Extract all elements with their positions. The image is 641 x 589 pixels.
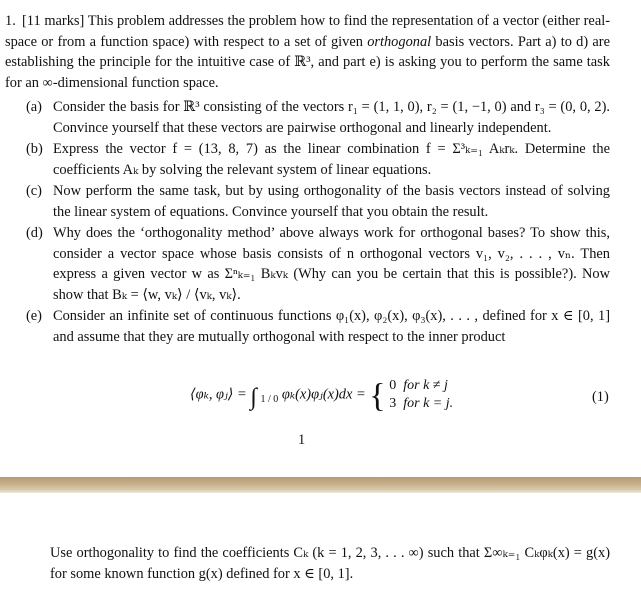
parts-list	[5, 97, 610, 347]
part-text: Consider an infinite set of continuous functions φ₁(x), φ₂(x), φ₃(x), . . . , defined for x ∈ [0, 1] and assume that they are mutually orthogonal with respect to the inner product	[53, 308, 610, 345]
problem-number: 1.	[5, 13, 16, 29]
part-label: (c)	[26, 183, 42, 199]
problem-intro	[5, 11, 610, 93]
part-label: (a)	[26, 99, 42, 115]
case-2-condition: for k = j.	[403, 396, 454, 411]
case-2-value: 3	[389, 396, 397, 411]
integral-sign: ∫	[250, 384, 257, 411]
problem-marks: [11 marks]	[22, 13, 85, 29]
cases-brace: {	[369, 377, 386, 415]
part-c	[26, 181, 610, 222]
integral-limits: 1 / 0	[260, 394, 279, 406]
part-text: Consider the basis for ℝ³ consisting of the vectors r₁ = (1, 1, 0), r₂ = (1, −1, 0) and r₃ = (0, 0, 2). Convince yourself that these vectors are pairwise orthogonal and linearly independent.	[53, 99, 610, 136]
case-1-value: 0	[389, 378, 397, 393]
case-1	[389, 378, 448, 393]
part-label: (d)	[26, 225, 43, 241]
intro-text-b: basis vectors. Part a) to d) are establishing the principle for the intuitive case of	[5, 33, 610, 70]
intro-text-c: , and part e) is asking you to perform the same task for an ∞-dimensional function space.	[5, 54, 610, 91]
equation-body	[190, 377, 453, 413]
part-label: (e)	[26, 308, 42, 324]
part-a	[26, 97, 610, 138]
page-separator	[0, 477, 641, 493]
equation-lhs: ⟨φₖ, φⱼ⟩ =	[190, 386, 251, 403]
part-b	[26, 139, 610, 180]
intro-orthogonal: orthogonal	[367, 33, 432, 50]
cases-block	[389, 377, 453, 413]
equation-number: (1)	[592, 389, 609, 405]
part-e	[26, 306, 610, 347]
part-d	[26, 223, 610, 305]
equation-1	[0, 377, 641, 417]
case-2	[389, 396, 453, 411]
problem-1	[5, 11, 610, 348]
case-1-condition: for k ≠ j	[403, 378, 448, 393]
part-text: Now perform the same task, but by using orthogonality of the basis vectors instead of solving the linear system of equations. Convince yourself that you obtain the result.	[53, 183, 610, 220]
page-number: 1	[298, 432, 306, 448]
page-lower	[0, 493, 641, 589]
part-text: Why does the ‘orthogonality method’ above always work for orthogonal bases? To show this, consider a vector space whose basis consists of n orthogonal vectors v₁, v₂, . . . , vₙ. Then express a given vector w as Σⁿₖ₌₁ Bₖvₖ (Why can you be certain that this is possible?). Now show that Bₖ = ⟨w, vₖ⟩ / ⟨vₖ, vₖ⟩.	[53, 225, 610, 303]
intro-r3: ℝ³	[294, 54, 311, 70]
equation-integrand: φₖ(x)φⱼ(x)dx =	[281, 386, 370, 403]
part-label: (b)	[26, 141, 43, 157]
intro-text-a: This problem addresses the problem how to find the representation of a vector (either real-space or from a function space) with respect to a set of given	[5, 13, 611, 50]
part-text: Express the vector f = (13, 8, 7) as the linear combination f = Σ³ₖ₌₁ Aₖrₖ. Determine the coefficients Aₖ by solving the relevant system of linear equations.	[53, 141, 610, 178]
continuation-text: Use orthogonality to find the coefficients Cₖ (k = 1, 2, 3, . . . ∞) such that Σ∞ₖ₌₁ Cₖφₖ(x) = g(x) for some known function g(x) defined for x ∈ [0, 1].	[50, 545, 610, 582]
